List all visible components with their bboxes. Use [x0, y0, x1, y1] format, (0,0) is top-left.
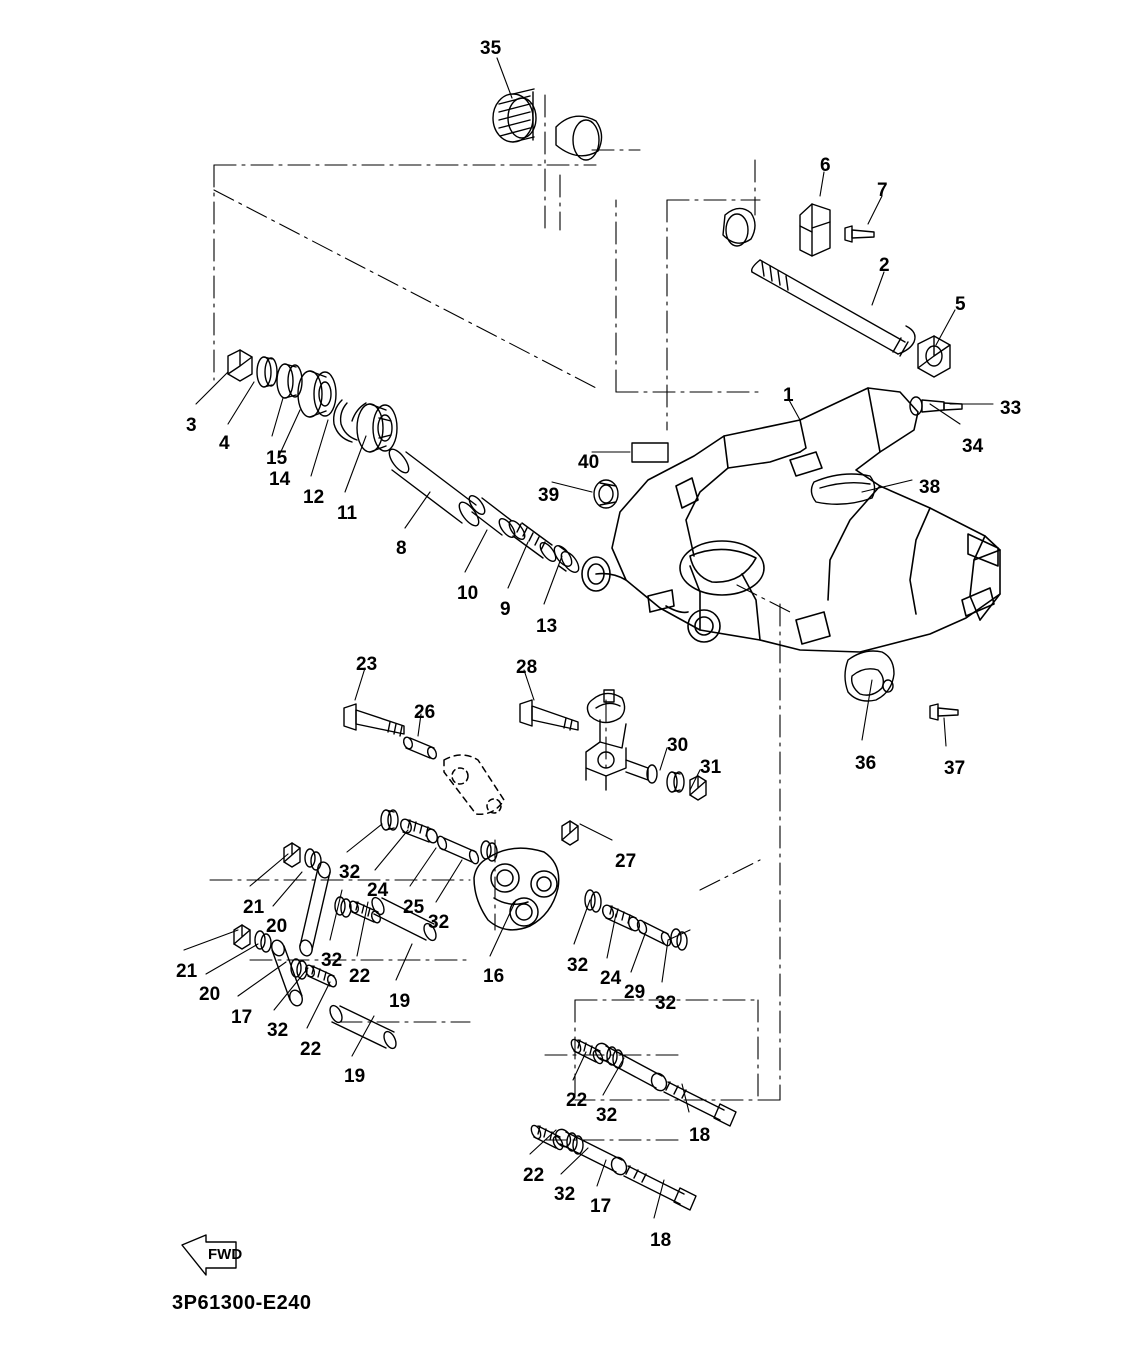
- callout-number: 38: [919, 477, 941, 498]
- callout-number: 29: [624, 982, 646, 1003]
- callout-number: 22: [349, 966, 371, 987]
- callout-number: 21: [176, 961, 198, 982]
- callout-number: 32: [567, 955, 589, 976]
- callout-number: 18: [650, 1230, 672, 1251]
- callout-number: 8: [396, 538, 407, 559]
- callout-number: 37: [944, 758, 966, 779]
- callout-number: 10: [457, 583, 479, 604]
- callout-number: 2: [879, 255, 890, 276]
- callout-number: 17: [231, 1007, 253, 1028]
- callout-number: 40: [578, 452, 600, 473]
- callout-number: 24: [600, 968, 622, 989]
- callout-number: 39: [538, 485, 560, 506]
- callout-number: 23: [356, 654, 378, 675]
- callout-number: 32: [339, 862, 361, 883]
- callout-number: 15: [266, 448, 288, 469]
- callout-number: 9: [500, 599, 511, 620]
- callout-number: 35: [480, 38, 502, 59]
- callout-number: 13: [536, 616, 558, 637]
- callout-number: 1: [783, 385, 794, 406]
- callout-number: 20: [266, 916, 288, 937]
- fwd-arrow-label: FWD: [208, 1246, 243, 1263]
- callout-number: 5: [955, 294, 966, 315]
- callout-number: 18: [689, 1125, 711, 1146]
- callout-number: 16: [483, 966, 505, 987]
- callout-number: 32: [655, 993, 677, 1014]
- callout-number: 17: [590, 1196, 612, 1217]
- callout-number: 32: [554, 1184, 576, 1205]
- callout-number: 34: [962, 436, 984, 457]
- callout-number: 22: [300, 1039, 322, 1060]
- callout-number: 12: [303, 487, 325, 508]
- callout-number: 32: [321, 950, 343, 971]
- callout-number: 33: [1000, 398, 1022, 419]
- callout-number: 36: [855, 753, 877, 774]
- callout-number: 32: [596, 1105, 618, 1126]
- callout-number: 20: [199, 984, 221, 1005]
- callout-number: 26: [414, 702, 436, 723]
- callout-number: 6: [820, 155, 831, 176]
- callout-number: 21: [243, 897, 265, 918]
- callout-number: 31: [700, 757, 722, 778]
- callout-number: 28: [516, 657, 538, 678]
- callout-number: 19: [344, 1066, 366, 1087]
- diagram-code: 3P61300-E240: [172, 1292, 312, 1314]
- callout-number: 22: [566, 1090, 588, 1111]
- callout-number: 11: [337, 503, 358, 524]
- callout-number: 3: [186, 415, 197, 436]
- callout-number: 30: [667, 735, 689, 756]
- callout-number: 22: [523, 1165, 545, 1186]
- callout-number: 4: [219, 433, 230, 454]
- callout-number: 7: [877, 180, 888, 201]
- callout-number: 19: [389, 991, 411, 1012]
- callout-number: 32: [428, 912, 450, 933]
- callout-number: 24: [367, 880, 389, 901]
- callout-number: 25: [403, 897, 425, 918]
- callout-number: 32: [267, 1020, 289, 1041]
- callout-number: 14: [269, 469, 291, 490]
- callout-number: 27: [615, 851, 637, 872]
